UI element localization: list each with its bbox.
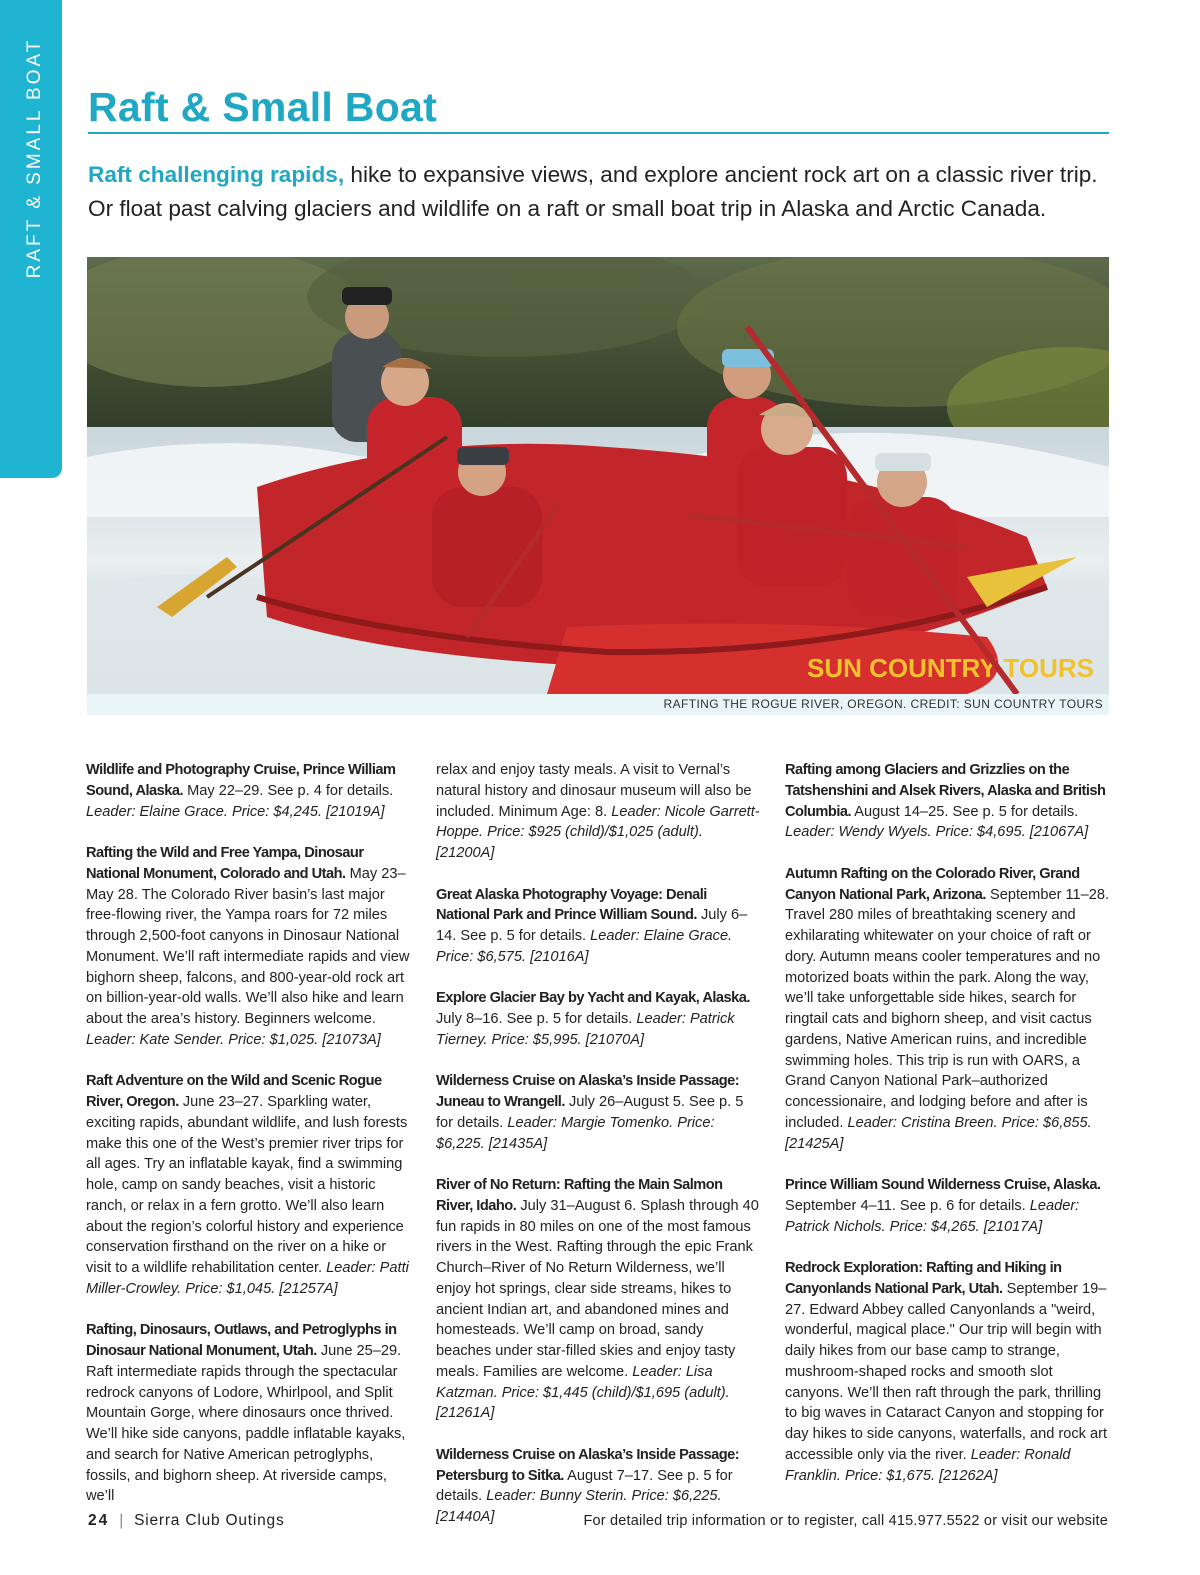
title-divider [88,132,1109,134]
trip-leader-price: Leader: Margie Tomenko. Price: $6,225. [21435A] [436,1114,715,1152]
publication-name: Sierra Club Outings [134,1512,285,1529]
trip-description: September 19–27. Edward Abbey called Canyonlands a "weird, wonderful, magical place." Our trip will begin with daily hikes from our base camp to strange, mushroom-shaped rocks and smooth slot canyons. We’ll then raft through the park, thrilling to big waves in Cataract Canyon and stopping for day hikes to side canyons, waterfalls, and rock art accessible only via the river. [785,1280,1108,1463]
trip-listing [436,1175,762,1424]
trip-title: Autumn Rafting on the Colorado River, Grand Canyon National Park, Arizona. [785,865,1080,903]
trip-title: Prince William Sound Wilderness Cruise, Alaska. [785,1177,1101,1193]
rafting-photo [87,257,1109,694]
trip-leader-price: Leader: Kate Sender. Price: $1,025. [21073A] [86,1031,381,1048]
section-side-tab-label: RAFT & SMALL BOAT [24,37,45,279]
trip-leader-price: Leader: Cristina Breen. Price: $6,855. [21425A] [785,1114,1092,1152]
trip-column-3 [785,760,1111,1507]
trip-description: May 23–May 28. The Colorado River basin’s last major free-flowing river, the Yampa roars for 72 miles through 2,500-foot canyons in Dinosaur National Monument. We’ll raft intermediate rapids and view bighorn sheep, falcons, and 800-year-old rock art on billion-year-old walls. We’ll also hike and learn about the area’s history. Beginners welcome. [86,865,410,1027]
trip-title: Rafting among Glaciers and Grizzlies on the Tatshenshini and Alsek Rivers, Alaska and British Columbia. [785,762,1106,820]
trip-title: Wilderness Cruise on Alaska’s Inside Passage: Juneau to Wrangell. [436,1073,740,1110]
trip-leader-price: Leader: Patrick Nichols. Price: $4,265. [21017A] [785,1197,1080,1235]
photo-caption-bar [87,694,1109,715]
footer-divider: | [119,1512,125,1529]
trip-title: Wildlife and Photography Cruise, Prince William Sound, Alaska. [86,762,396,799]
trip-title: Rafting the Wild and Free Yampa, Dinosaur National Monument, Colorado and Utah. [86,845,364,882]
trip-leader-price: Leader: Patrick Tierney. Price: $5,995. [21070A] [436,1011,735,1048]
trip-description: June 23–27. Sparkling water, exciting rapids, abundant wildlife, and lush forests make this one of the West’s premier river trips for all ages. Try an inflatable kayak, find a swimming hole, camp on sandy beaches, visit a historic ranch, or relax in a fern grotto. We’ll also learn about the region’s colorful history and experience conservation firsthand on the river on a hike or visit to a wildlife rehabilitation center. [86,1094,408,1276]
trip-title: Rafting, Dinosaurs, Outlaws, and Petroglyphs in Dinosaur National Monument, Utah. [86,1322,397,1359]
trip-listing [785,864,1111,1155]
trip-leader-price: Leader: Ronald Franklin. Price: $1,675. [21262A] [785,1446,1071,1484]
trip-column-2 [436,760,762,1549]
trip-column-1 [86,760,412,1528]
page-title: Raft & Small Boat [88,84,438,130]
trip-description: September 11–28. Travel 280 miles of breathtaking scenery and exhilarating whitewater on your choice of raft or dory. Autumn means cooler temperatures and no motorized boats within the park. Along the way, we’ll take unforgettable side hikes, search for ringtail cats and bighorn sheep, and visit cactus gardens, Native American ruins, and incredible swimming holes. This trip is run with OARS, a Grand Canyon National Park–authorized concessionaire, and lodging before and after is included. [785,886,1110,1131]
trip-listing [436,885,762,968]
trip-listing [86,1320,412,1507]
trip-description: June 25–29. Raft intermediate rapids through the spectacular redrock canyons of Lodore, Whirlpool, and Split Mountain Gorge, where dinosaurs once thrived. We’ll hike side canyons, paddle inflatable kayaks, and search for Native American petroglyphs, fossils, and bighorn sheep. At riverside camps, we’ll [86,1343,406,1505]
footer-contact-info: For detailed trip information or to register, call 415.977.5522 or visit our website [583,1513,1108,1529]
trip-listing [86,760,412,822]
trip-description: August 14–25. See p. 5 for details. [851,803,1079,820]
trip-title: Explore Glacier Bay by Yacht and Kayak, Alaska. [436,990,750,1007]
trip-listing [86,843,412,1051]
trip-description: July 26–August 5. See p. 5 for details. [436,1094,744,1131]
intro-text: hike to expansive views, and explore ancient rock art on a classic river trip. Or float past calving glaciers and wildlife on a raft or small boat trip in Alaska and Arctic Canada. [88,162,1098,221]
trip-leader-price: Leader: Patti Miller-Crowley. Price: $1,045. [21257A] [86,1260,409,1297]
trip-description: relax and enjoy tasty meals. A visit to Vernal’s natural history and dinosaur museum will also be included. Minimum Age: 8. [436,762,752,820]
trip-description: July 6–14. See p. 5 for details. [436,907,748,944]
trip-leader-price: Leader: Wendy Wyels. Price: $4,695. [21067A] [785,824,1089,841]
trip-title: Wilderness Cruise on Alaska’s Inside Passage: Petersburg to Sitka. [436,1446,740,1484]
trip-description: May 22–29. See p. 4 for details. [183,782,394,799]
raft-brand-text: SUN COUNTRY TOURS [807,653,1094,683]
trip-listing [785,1258,1111,1486]
photo-caption: RAFTING THE ROGUE RIVER, OREGON. CREDIT: SUN COUNTRY TOURS [663,697,1103,711]
page-number: 24 [88,1512,110,1529]
trip-leader-price: Leader: Elaine Grace. Price: $6,575. [21016A] [436,928,733,965]
trip-description: July 31–August 6. Splash through 40 fun rapids in 80 miles on one of the most famous rivers in the West. Rafting through the epic Frank Church–River of No Return Wilderness, we’ll enjoy hot springs, clear side streams, hikes to ancient Indian art, and abandoned mines and homesteads. We’ll camp on broad, sandy beaches under star-filled skies and enjoy tasty meals. Families are welcome. [436,1197,759,1380]
trip-title: Redrock Exploration: Rafting and Hiking in Canyonlands National Park, Utah. [785,1260,1062,1297]
trip-description: September 4–11. See p. 6 for details. [785,1197,1030,1214]
trip-description: July 8–16. See p. 5 for details. [436,1011,637,1027]
trip-title: River of No Return: Rafting the Main Salmon River, Idaho. [436,1177,723,1214]
trip-listing [86,1071,412,1299]
trip-listing [785,760,1111,843]
section-side-tab [0,0,62,478]
intro-lead: Raft challenging rapids, [88,162,345,187]
intro-paragraph [88,158,1118,226]
trip-listing [785,1175,1111,1237]
trip-leader-price: Leader: Bunny Sterin. Price: $6,225. [21440A] [436,1488,722,1525]
trip-leader-price: Leader: Lisa Katzman. Price: $1,445 (child)/$1,695 (adult). [21261A] [436,1363,730,1422]
trip-title: Raft Adventure on the Wild and Scenic Rogue River, Oregon. [86,1073,382,1110]
trip-listing [436,988,762,1050]
trip-listing [436,1071,762,1154]
trip-leader-price: Leader: Nicole Garrett-Hoppe. Price: $925 (child)/$1,025 (adult). [21200A] [436,803,760,861]
trip-description: August 7–17. See p. 5 for details. [436,1467,733,1505]
footer-publication [88,1512,285,1530]
trip-title: Great Alaska Photography Voyage: Denali National Park and Prince William Sound. [436,886,707,924]
trip-listing-continued [436,760,762,864]
trip-leader-price: Leader: Elaine Grace. Price: $4,245. [21019A] [86,803,385,820]
